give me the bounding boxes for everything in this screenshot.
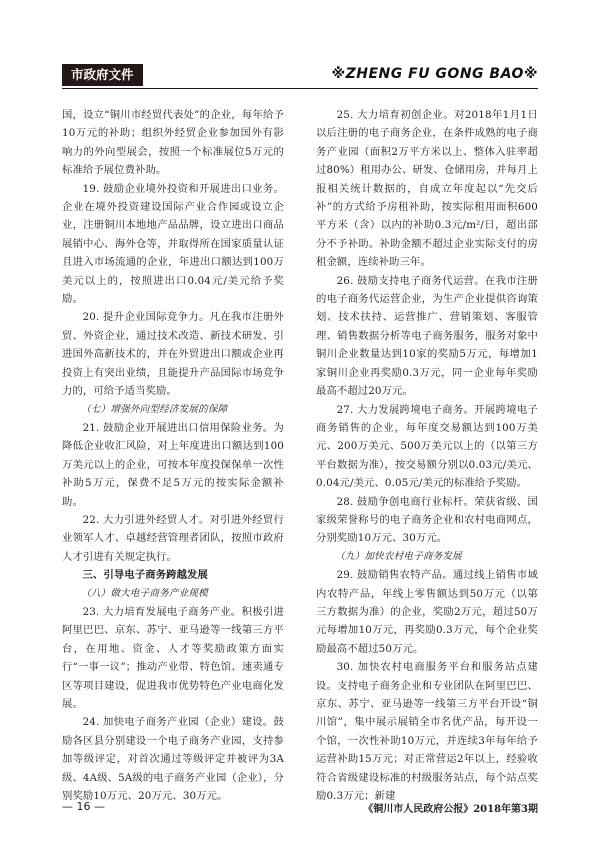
left-column [62, 106, 284, 803]
section-subheading: （七）增强外向型经济发展的保障 [81, 403, 228, 415]
paragraph: 21. 鼓励企业开展进出口信用保险业务。为降低企业收汇风险，对上年度进出口额达到100万美元以上的企业，可按本年度投保保单一次性补助5万元，保费不足5万元的按实际金额补助。 [62, 421, 284, 508]
paragraph: 27. 大力发展跨境电子商务。开展跨境电子商务销售的企业，每年度交易额达到100万美元、200万美元、500万美元以上的（以第三方平台数据为准），按交易额分别以0.03元/美元、0.04元/美元、0.05元/美元的标准给予奖励。 [316, 403, 538, 490]
paragraph: 30. 加快农村电商服务平台和服务站点建设。支持电子商务企业和专业团队在阿里巴巴、京东、苏宁、亚马逊等一线第三方平台开设“铜川馆”，集中展示展销全市名优产品，每开设一个馆，一次性补助10万元，并连续3年每年给予运营补助15万元；对正常营运2年以上，经验收符合省级建设标准的村级服务站点，每个站点奖励0.3万元；新建 [316, 661, 538, 803]
right-column [316, 106, 538, 803]
paragraph: 26. 鼓励支持电子商务代运营。在我市注册的电子商务代运营企业，为生产企业提供咨询策划、技术扶持、运营推广、营销策划、客服管理、销售数据分析等电子商务服务，服务对象中铜川企业数量达到10家的奖励5万元，每增加1家铜川企业再奖励0.3万元，同一企业每年奖励最高不超过20万元。 [316, 274, 538, 398]
page-footer [62, 800, 538, 818]
paragraph: 20. 提升企业国际竞争力。凡在我市注册外贸、外资企业，通过技术改造、新技术研发、引进国外高新技术的，并在外贸进出口额或企业再投资上有突出业绩，且能提升产品国际市场竞争力的，可给予适当奖励。 [62, 311, 284, 398]
section-subheading: （九）加快农村电子商务发展 [335, 550, 462, 562]
publication-brand: ※ZHENG FU GONG BAO※ [331, 66, 538, 82]
paragraph: 29. 鼓励销售农特产品。通过线上销售市域内农特产品，年线上零售额达到50万元（以第三方数据为准）的企业，奖励2万元，超过50万元每增加10万元，再奖励0.3万元，每个企业奖励最高不超过50万元。 [316, 569, 538, 655]
section-subheading: （八）做大电子商务产业规模 [81, 587, 208, 599]
header-rule [62, 88, 538, 89]
paragraph: 25. 大力培育初创企业。对2018年1月1日以后注册的电子商务企业，在条件成熟的电子商务产业园（面积2万平方米以上、整体入驻率超过80%）租用办公、研发、仓储用房，并每月上报相关统计数据的，自成立年度起以“先交后补”的方式给予房租补助，按实际租用面积600平方米（含）以内的补助0.3元/m²/日，超出部分不予补助。补助金额不超过企业实际支付的房租金额，连续补助三年。 [316, 109, 538, 269]
section-label: 市政府文件 [62, 64, 143, 86]
publication-issue: 《铜川市人民政府公报》2018年第3期 [363, 804, 538, 815]
paragraph: 22. 大力引进外经贸人才。对引进外经贸行业领军人才、卓越经营管理者团队，按照市政府人才引进有关规定执行。 [62, 513, 284, 563]
paragraph: 19. 鼓励企业境外投资和开展进出口业务。企业在境外投资建设国际产业合作园或设立企业，注册铜川本地地产品品牌，设立进出口商品展销中心、海外仓等，并取得所在国家质量认证且进入市场流通的企业，年进出口额达到100万美元以上的，按照进出口0.04元/美元给予奖励。 [62, 182, 284, 306]
paragraph: 28. 鼓励争创电商行业标杆。荣获省级、国家级荣誉称号的电子商务企业和农村电商网点，分别奖励10万元、30万元。 [316, 495, 538, 545]
paragraph: 24. 加快电子商务产业园（企业）建设。鼓励各区县分别建设一个电子商务产业园，支持参加等级评定，对首次通过等级评定并被评为3A级、4A级、5A级的电子商务产业园（企业），分别奖励10万元、20万元、30万元。 [62, 716, 284, 803]
paragraph: 国，设立“铜川市经贸代表处”的企业，每年给予10万元的补助；组织外经贸企业参加国外有影响力的外向型展会，按照一个标准展位5万元的标准给予展位费补助。 [62, 109, 284, 177]
section-heading: 三、引导电子商务跨越发展 [82, 569, 208, 582]
page-number: — 16 — [62, 800, 105, 813]
page-header [62, 62, 538, 88]
paragraph: 23. 大力培育发展电子商务产业。积极引进阿里巴巴、京东、苏宁、亚马逊等一线第三方平台，在用地、资金、人才等奖励政策方面实行“一事一议”；推动产业带、特色馆、速卖通专区等项目建设，促进我市优势特色产业电商化发展。 [62, 605, 284, 710]
body-columns [62, 106, 538, 803]
